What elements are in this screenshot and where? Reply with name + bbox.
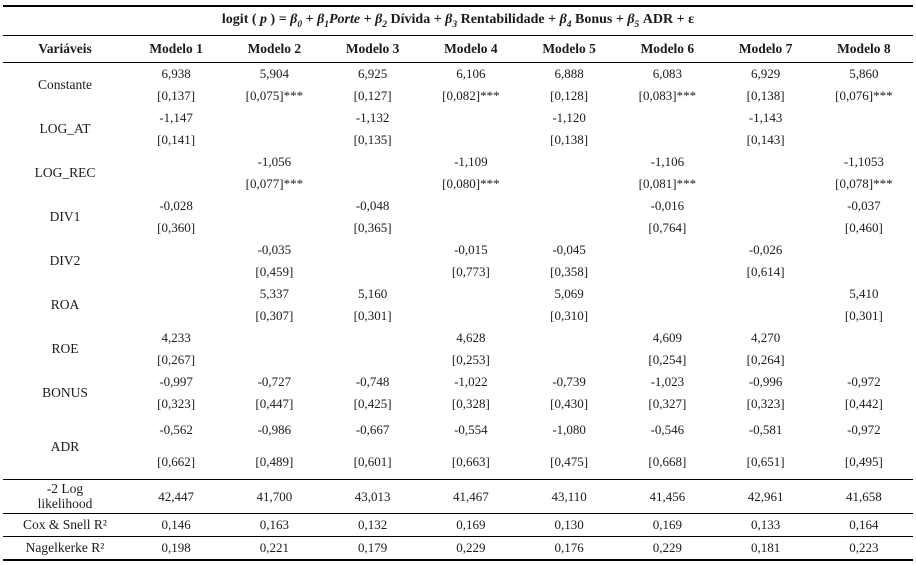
stderr-cell: [0,128] [550,87,589,103]
formula-segment: + [302,12,318,27]
coefficient-cell: 4,233 [161,329,191,345]
coefficient-cell [127,283,225,305]
coefficient-cell: -1,109 [454,153,488,169]
model-formula [3,6,913,36]
coefficient-cell [422,195,520,217]
coefficient-cell: -0,739 [552,373,586,389]
fit-stats-body [3,480,913,560]
coefficient-cell: -0,972 [847,373,881,389]
formula-segment: 2 [382,20,388,30]
formula-segment: Porte [329,12,361,27]
stat-value-cell: 0,133 [751,517,781,532]
stat-value-cell: 41,467 [453,488,489,504]
stderr-cell [717,173,815,195]
stderr-cell: [0,459] [255,263,294,279]
coefficient-cell: 5,069 [554,285,584,301]
coefficient-cell [717,151,815,173]
coefficient-row [3,327,913,349]
stderr-cell: [0,360] [157,219,196,235]
stat-row [3,514,913,537]
stderr-cell [127,305,225,327]
coefficient-cell: 6,888 [554,65,584,81]
column-header-modelo-7: Modelo 7 [717,36,815,63]
stderr-cell [422,129,520,151]
logit-regression-table [3,5,913,561]
formula-segment: Rentabilidade + [457,12,560,27]
stat-value-cell: 0,163 [259,517,289,532]
stderr-cell: [0,495] [844,453,883,469]
stat-value-cell: 41,456 [649,488,686,504]
stderr-cell [618,305,716,327]
stderr-cell: [0,601] [353,453,392,469]
stderr-row [3,173,913,195]
stderr-cell: [0,254] [648,351,687,367]
stderr-cell [422,305,520,327]
coefficient-cell: 6,106 [456,65,486,81]
stderr-row [3,261,913,283]
coefficient-row [3,195,913,217]
stderr-cell: [0,077]*** [245,175,304,191]
stderr-cell: [0,135] [353,131,392,147]
column-header-modelo-5: Modelo 5 [520,36,618,63]
stderr-cell: [0,668] [648,453,687,469]
stat-value-cell: 0,169 [456,517,486,532]
coefficient-row [3,63,913,85]
stderr-cell: [0,475] [550,453,589,469]
coefficient-row [3,415,913,445]
stderr-cell: [0,323] [746,395,785,411]
coefficient-cell [815,239,913,261]
coefficient-cell: -0,986 [257,421,292,437]
stderr-cell: [0,358] [550,263,589,279]
coefficient-cell [618,283,716,305]
stderr-cell [717,217,815,239]
variable-name: ROE [51,340,79,356]
stderr-cell: [0,138] [550,131,589,147]
coefficient-cell [225,327,323,349]
coefficient-row [3,283,913,305]
column-header-modelo-4: Modelo 4 [422,36,520,63]
stat-value-cell: 0,221 [259,539,289,555]
stderr-cell: [0,127] [353,87,392,103]
column-header-modelo-6: Modelo 6 [618,36,716,63]
coefficient-cell: -0,037 [847,197,881,213]
coefficient-cell: -0,035 [257,241,292,257]
variable-name: LOG_REC [34,164,96,180]
coefficient-cell [815,327,913,349]
coefficient-cell: -0,727 [257,373,292,389]
column-header-modelo-3: Modelo 3 [324,36,422,63]
formula-segment: 3 [452,20,458,30]
stderr-cell [618,261,716,283]
coefficient-cell [225,107,323,129]
stderr-cell: [0,662] [157,453,196,469]
variable-name: ADR [50,438,80,454]
stderr-cell: [0,310] [550,307,589,323]
coefficient-cell: -0,546 [650,421,685,437]
stderr-row [3,349,913,371]
variable-name: DIV2 [49,252,81,268]
coefficient-cell: 5,410 [849,285,879,301]
stderr-cell: [0,081]*** [638,175,697,191]
coefficient-cell: -0,996 [748,373,783,389]
formula-segment: + [360,12,376,27]
stat-row [3,480,913,514]
coefficient-cell: -1,132 [355,109,390,125]
stat-value-cell: 0,164 [849,517,879,532]
stderr-cell: [0,138] [746,87,785,103]
formula-segment: ADR + ε [639,12,695,27]
coefficient-cell [225,195,323,217]
coefficient-cell: -0,028 [159,197,193,213]
coefficient-cell [815,107,913,129]
stderr-cell: [0,075]*** [245,87,304,103]
variable-name: LOG_AT [39,120,91,136]
stat-value-cell: 0,130 [554,517,584,532]
formula-segment: 5 [634,20,640,30]
stat-value-cell: 42,447 [158,488,194,504]
coefficient-cell: 6,929 [751,65,781,81]
stderr-cell: [0,773] [451,263,490,279]
coefficient-cell [422,283,520,305]
coefficient-cell: -0,562 [159,421,193,437]
stderr-cell: [0,083]*** [638,87,697,103]
formula-segment: 1 [324,20,329,30]
coefficient-cell [324,239,422,261]
stderr-cell: [0,489] [255,453,294,469]
coefficient-cell: -0,015 [454,241,488,257]
stderr-cell: [0,442] [844,395,883,411]
coefficient-cell: -0,016 [650,197,685,213]
coefficient-cell [717,283,815,305]
stderr-cell [717,305,815,327]
stderr-cell [520,217,618,239]
coefficient-cell: -0,554 [454,421,488,437]
coefficient-cell: -1,023 [650,373,685,389]
stat-value-cell: 41,700 [256,488,293,504]
coefficient-cell: -1,1053 [843,153,884,169]
formula-segment: β [559,12,567,27]
stderr-row [3,85,913,107]
coefficient-cell: -0,045 [552,241,586,257]
stderr-cell [422,217,520,239]
column-header-row [3,36,913,63]
formula-segment: β [317,12,325,27]
coefficient-cell [324,151,422,173]
stderr-cell: [0,425] [353,395,392,411]
column-header-variables: Variáveis [3,36,127,63]
coefficient-cell: -0,026 [748,241,783,257]
coefficient-cell [618,107,716,129]
stat-value-cell: 0,176 [554,539,584,555]
stat-value-cell: 42,961 [747,488,784,504]
coefficient-cell: -0,972 [847,421,881,437]
stderr-cell: [0,327] [648,395,687,411]
coefficient-cell [127,239,225,261]
variable-name: BONUS [42,384,88,400]
stat-value-cell: 0,223 [849,539,879,555]
coefficient-cell: -0,667 [355,421,390,437]
stderr-cell [324,349,422,371]
stat-value-cell: 0,179 [358,539,388,555]
stderr-cell: [0,301] [844,307,883,323]
stat-value-cell: 0,146 [161,517,191,532]
formula-segment: ) = [267,12,291,27]
stderr-cell: [0,365] [353,219,392,235]
coefficient-cell: -1,106 [650,153,685,169]
coefficient-cell: 4,609 [652,329,682,345]
stat-value-cell: 0,132 [358,517,388,532]
coefficient-cell: -0,581 [748,421,783,437]
variable-name: DIV1 [49,208,81,224]
stderr-cell: [0,080]*** [442,175,500,191]
stderr-cell [815,129,913,151]
variable-name: Constante [38,76,92,92]
coefficient-cell: 5,904 [259,65,289,81]
stderr-cell: [0,307] [255,307,294,323]
stderr-cell [324,173,422,195]
stderr-cell: [0,323] [157,395,196,411]
stderr-cell: [0,301] [353,307,392,323]
coefficient-cell [127,151,225,173]
coefficient-cell: -1,147 [159,109,193,125]
column-header-modelo-1: Modelo 1 [127,36,225,63]
coefficient-cell: -0,748 [355,373,390,389]
stat-name: Nagelkerke R² [25,539,105,555]
stderr-cell: [0,143] [746,131,785,147]
coefficient-row [3,239,913,261]
stderr-cell: [0,267] [157,351,196,367]
stderr-row [3,393,913,415]
coefficient-cell: -1,056 [257,153,292,169]
stderr-cell: [0,328] [451,395,490,411]
formula-segment: logit ( [221,12,261,27]
coefficient-cell: -1,120 [552,109,586,125]
column-header-modelo-2: Modelo 2 [225,36,323,63]
coefficient-cell [520,151,618,173]
stderr-cell: [0,264] [746,351,785,367]
stderr-cell [520,173,618,195]
stat-value-cell: 0,181 [751,539,781,555]
stat-row [3,537,913,560]
coefficient-cell [324,327,422,349]
coefficient-cell: -0,048 [355,197,390,213]
coefficient-cell [520,327,618,349]
formula-segment: p [260,12,268,27]
coefficient-cell: 5,160 [358,285,388,301]
coefficient-cell: -1,080 [552,421,586,437]
stat-value-cell: 41,658 [846,488,882,504]
stat-value-cell: 0,229 [456,539,486,555]
formula-segment: Bonus + [571,12,628,27]
stderr-cell: [0,460] [844,219,883,235]
coefficient-cell: 4,270 [751,329,781,345]
coefficient-cell: 4,628 [456,329,486,345]
coefficient-cell [520,195,618,217]
stat-value-cell: 43,110 [551,488,587,504]
stderr-cell: [0,663] [451,453,490,469]
coefficient-cell [422,107,520,129]
formula-segment: β [375,12,383,27]
stderr-cell [127,173,225,195]
coefficient-cell: 6,925 [358,65,388,81]
coefficient-cell: 6,938 [161,65,191,81]
stderr-cell: [0,253] [451,351,490,367]
coefficient-cell: -1,022 [454,373,488,389]
stderr-cell [520,349,618,371]
coefficient-cell: 5,860 [849,65,879,81]
variables-body [3,63,913,480]
stat-name: Cox & Snell R² [23,517,107,532]
stderr-cell: [0,078]*** [835,175,893,191]
stderr-cell: [0,137] [157,87,196,103]
stderr-row [3,129,913,151]
stderr-cell [618,129,716,151]
formula-segment: β [445,12,453,27]
coefficient-cell: -1,143 [748,109,783,125]
stderr-row [3,305,913,327]
formula-segment: 0 [297,20,303,30]
coefficient-row [3,151,913,173]
stat-value-cell: 0,198 [161,539,191,555]
stderr-cell: [0,430] [550,395,589,411]
stat-value-cell: 43,013 [354,488,391,504]
stderr-cell: [0,447] [255,395,294,411]
stderr-cell: [0,764] [648,219,687,235]
stderr-cell [815,261,913,283]
stderr-cell [225,217,323,239]
formula-segment: β [627,12,635,27]
formula-segment: Dívida + [387,12,446,27]
stderr-cell: [0,651] [746,453,785,469]
stat-value-cell: 0,169 [652,517,682,532]
coefficient-cell: -0,997 [159,373,193,389]
coefficient-cell: 6,083 [652,65,682,81]
coefficient-cell: 5,337 [259,285,289,301]
stderr-cell [815,349,913,371]
stat-name: -2 Log likelihood [37,480,93,511]
variable-name: ROA [50,296,80,312]
stderr-row [3,217,913,239]
coefficient-cell [618,239,716,261]
stderr-cell: [0,141] [157,131,196,147]
stderr-cell: [0,614] [746,263,785,279]
stderr-cell: [0,076]*** [835,87,893,103]
column-header-modelo-8: Modelo 8 [815,36,913,63]
formula-segment: β [290,12,298,27]
coefficient-row [3,107,913,129]
stderr-cell [324,261,422,283]
stderr-cell [225,349,323,371]
stderr-cell [225,129,323,151]
stat-value-cell: 0,229 [652,539,682,555]
formula-segment: 4 [566,20,572,30]
stderr-cell [127,261,225,283]
coefficient-cell [717,195,815,217]
formula-row [3,6,913,36]
coefficient-row [3,371,913,393]
stderr-row [3,445,913,480]
stderr-cell: [0,082]*** [442,87,500,103]
